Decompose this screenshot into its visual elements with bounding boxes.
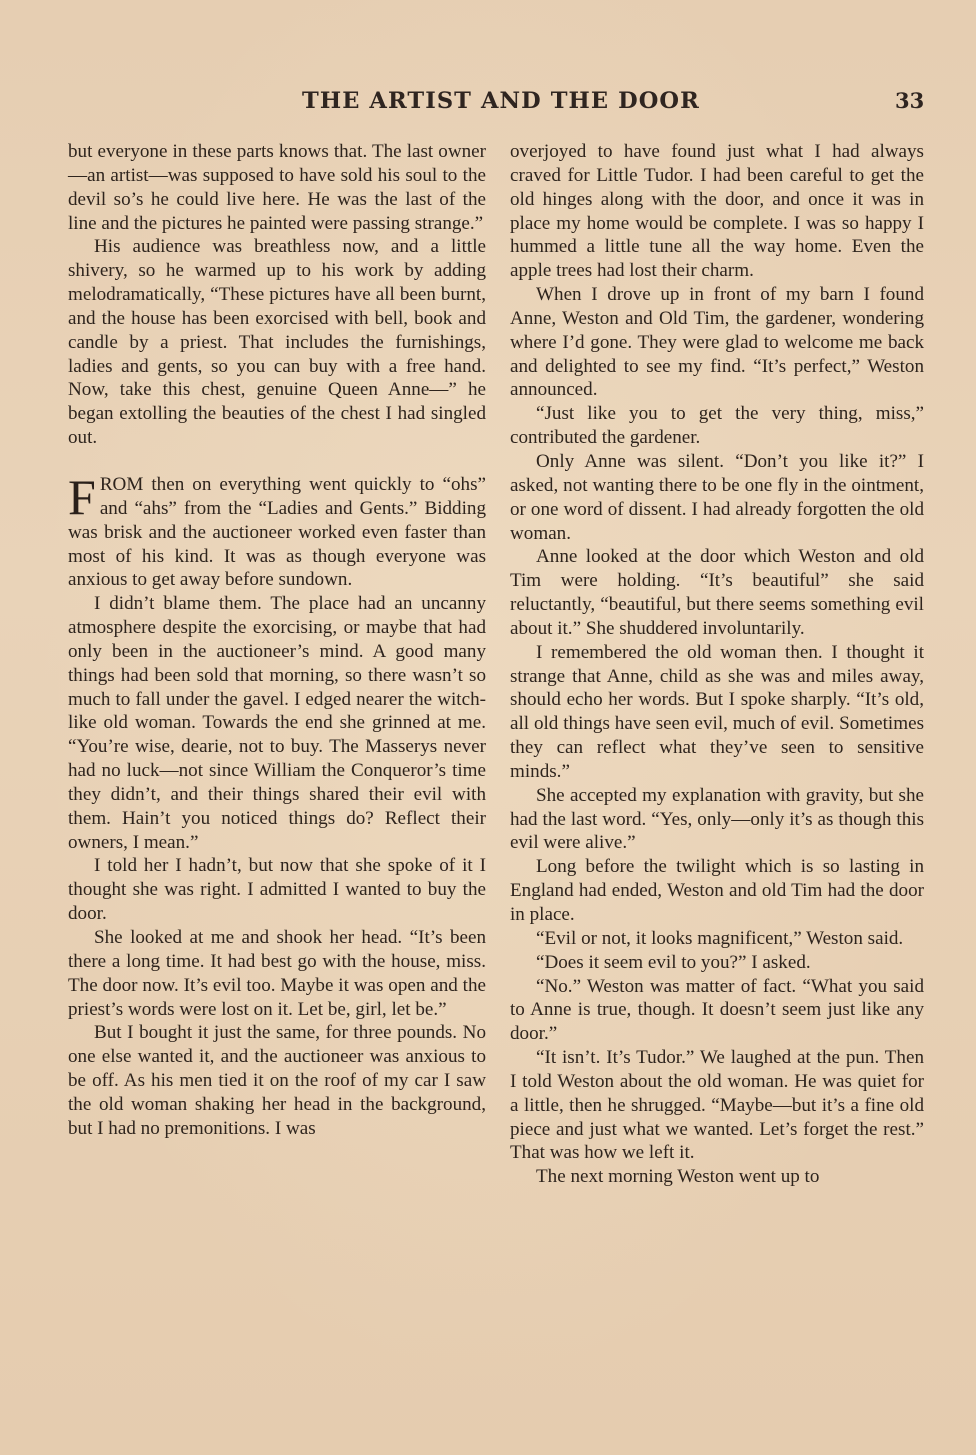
paragraph: Long before the twilight which is so lasting in England had ended, Weston and old Tim had the door in place.	[510, 856, 924, 925]
paragraph: Only Anne was silent. “Don’t you like it?” I asked, not wanting there to be one fly in the ointment, or one word of dissent. I had already forgotten the old woman.	[510, 450, 924, 544]
drop-cap: F	[68, 468, 96, 525]
paragraph: I didn’t blame them. The place had an uncanny atmosphere despite the exorcising, or maybe that had only been in the auctioneer’s mind. A good many things had been sold that morning, so there wasn’t so much to fall under the gavel. I edged nearer the witch-like old woman. Towards the end she grinned at me. “You’re wise, dearie, not to buy. The Masserys never had no luck—not since William the Conqueror’s time they didn’t, and their things shared their evil with them. Hain’t you noticed things do? Reflect their owners, I mean.”	[68, 593, 486, 853]
paragraph: His audience was breathless now, and a little shivery, so he warmed up to his work by adding melodramatically, “These pictures have all been burnt, and the house has been exorcised with bell, book and candle by a priest. That includes the furnishings, ladies and gents, so you can buy with a free hand. Now, take this chest, genuine Queen Anne—” he began extolling the beauties of the chest I had singled out.	[68, 236, 486, 449]
paragraph: I remembered the old woman then. I thought it strange that Anne, child as she was and miles away, should echo her words. But I spoke sharply. “It’s old, all old things have seen evil, much of evil. Sometimes they can reflect what they’ve seen to sensitive minds.”	[510, 641, 924, 782]
paragraph: She accepted my explanation with gravity, but she had the last word. “Yes, only—only it’s as though this evil were alive.”	[510, 784, 924, 854]
paragraph: But I bought it just the same, for three pounds. No one else wanted it, and the auctioneer was anxious to be off. As his men tied it on the roof of my car I saw the old woman shaking her head in the background, but I had no premonitions. I was	[68, 1022, 486, 1139]
right-column	[510, 140, 924, 1189]
paragraph: “Does it seem evil to you?” I asked.	[536, 951, 811, 973]
paragraph: I told her I hadn’t, but now that she spoke of it I thought she was right. I admitted I wanted to buy the door.	[68, 855, 486, 925]
paragraph: Anne looked at the door which Weston and old Tim were holding. “It’s beautiful” she said reluctantly, “beautiful, but there seems something evil about it.” She shuddered involuntarily.	[510, 546, 924, 639]
paragraph: She looked at me and shook her head. “It’s been there a long time. It had best go with the house, miss. The door now. It’s evil too. Maybe it was open and the priest’s words were lost on it. Let be, girl, let be.”	[68, 927, 486, 1020]
paragraph: The next morning Weston went up to	[536, 1166, 820, 1188]
paragraph: When I drove up in front of my barn I found Anne, Weston and Old Tim, the gardener, wondering where I’d gone. They were glad to welcome me back and delighted to see my find. “It’s perfect,” Weston announced.	[510, 284, 924, 401]
paragraph-text: ROM then on everything went quickly to “ohs” and “ahs” from the “Ladies and Gents.” Bidding was brisk and the auctioneer worked even faster than most of his kind. It was as though everyone was anxious to get away before sundown.	[68, 473, 486, 591]
page-number: 33	[895, 88, 925, 113]
running-title: THE ARTIST AND THE DOOR	[302, 88, 700, 114]
left-column	[68, 140, 486, 1141]
paragraph: “No.” Weston was matter of fact. “What you said to Anne is true, though. It doesn’t seem just like any door.”	[510, 975, 924, 1045]
paragraph: but everyone in these parts knows that. The last owner—an artist—was supposed to have sold his soul to the devil so’s he could live here. He was the last of the line and the pictures he painted were passing strange.”	[68, 141, 486, 234]
paragraph: overjoyed to have found just what I had always craved for Little Tudor. I had been careful to get the old hinges along with the door, and once it was in place my home would be complete. I was so happy I hummed a little tune all the way home. Even the apple trees had lost their charm.	[510, 141, 924, 282]
paragraph: “It isn’t. It’s Tudor.” We laughed at the pun. Then I told Weston about the old woman. He was quiet for a little, then he shrugged. “Maybe—but it’s a fine old piece and just what we wanted. Let’s forget the rest.” That was how we left it.	[510, 1047, 924, 1164]
paragraph: “Just like you to get the very thing, miss,” contributed the gardener.	[510, 403, 924, 449]
paragraph: “Evil or not, it looks magnificent,” Weston said.	[536, 927, 904, 949]
section-opening-paragraph	[68, 468, 486, 592]
